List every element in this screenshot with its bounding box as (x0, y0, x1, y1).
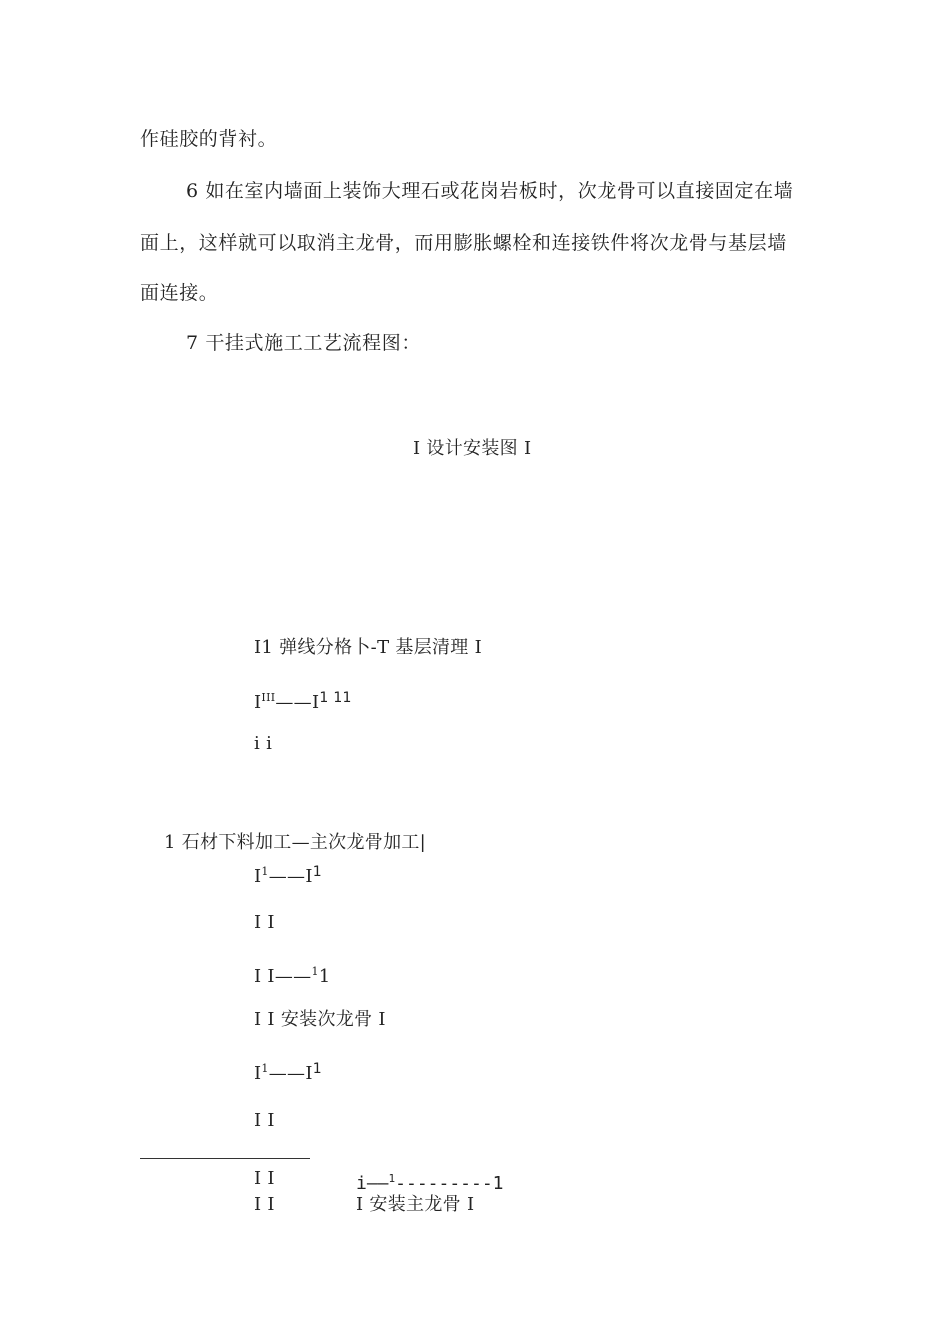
flow-connector-sup: 1 (261, 865, 269, 878)
flow-connector-text: I (254, 692, 262, 713)
flow-step-row: I1 弹线分格卜-T 基层清理 I (254, 637, 483, 658)
flow-connector-sup: III (261, 691, 276, 704)
flow-connector-sup: 1 (261, 1062, 269, 1075)
flow-connector (356, 1168, 504, 1195)
flow-step-design: I 设计安装图 I (413, 438, 532, 459)
flow-connector: I I (254, 1168, 275, 1189)
flow-step-secondary-keel: I I 安装次龙骨 I (254, 1009, 386, 1030)
paragraph-text: 面上，这样就可以取消主龙骨，而用膨胀螺栓和连接铁件将次龙骨与基层墙 (140, 232, 787, 254)
flow-connector-text: ---------1 (395, 1173, 504, 1194)
flow-connector-text: ——I (275, 692, 320, 713)
flow-connector: I I (254, 912, 275, 933)
flow-connector-text: i—— (356, 1173, 389, 1194)
flow-step-row: 1 石材下料加工—主次龙骨加工| (164, 832, 427, 853)
flow-step-main-keel: I 安装主龙骨 I (356, 1194, 475, 1215)
flow-connector: I I (254, 1110, 275, 1131)
flow-connector: I I (254, 1194, 275, 1215)
footnote-divider (140, 1158, 310, 1159)
flow-connector-sup: 1 (312, 1061, 322, 1077)
flow-connector: i i (254, 733, 273, 754)
paragraph-heading: 7 干挂式施工工艺流程图： (186, 332, 421, 354)
flow-connector-text: ——I (268, 1063, 313, 1084)
flow-connector (254, 687, 352, 714)
flow-connector (254, 861, 322, 888)
paragraph-text: 6 如在室内墙面上装饰大理石或花岗岩板时，次龙骨可以直接固定在墙 (186, 180, 794, 202)
flow-connector-sup: 1 (388, 1172, 396, 1185)
flow-connector-sup: 1 (311, 965, 319, 978)
flow-connector-text: I (254, 1063, 262, 1084)
paragraph-text: 作硅胶的背衬。 (140, 128, 278, 150)
flow-connector-text: ——I (268, 866, 313, 887)
flow-connector (254, 961, 331, 988)
flow-connector-text: 1 (318, 966, 331, 987)
flow-connector-text: I I—— (254, 966, 312, 987)
flow-connector-text: I (254, 866, 262, 887)
flow-connector (254, 1058, 322, 1085)
paragraph-text: 面连接。 (140, 282, 219, 304)
flow-connector-sup: 1 11 (319, 690, 352, 706)
flow-connector-sup: 1 (312, 864, 322, 880)
